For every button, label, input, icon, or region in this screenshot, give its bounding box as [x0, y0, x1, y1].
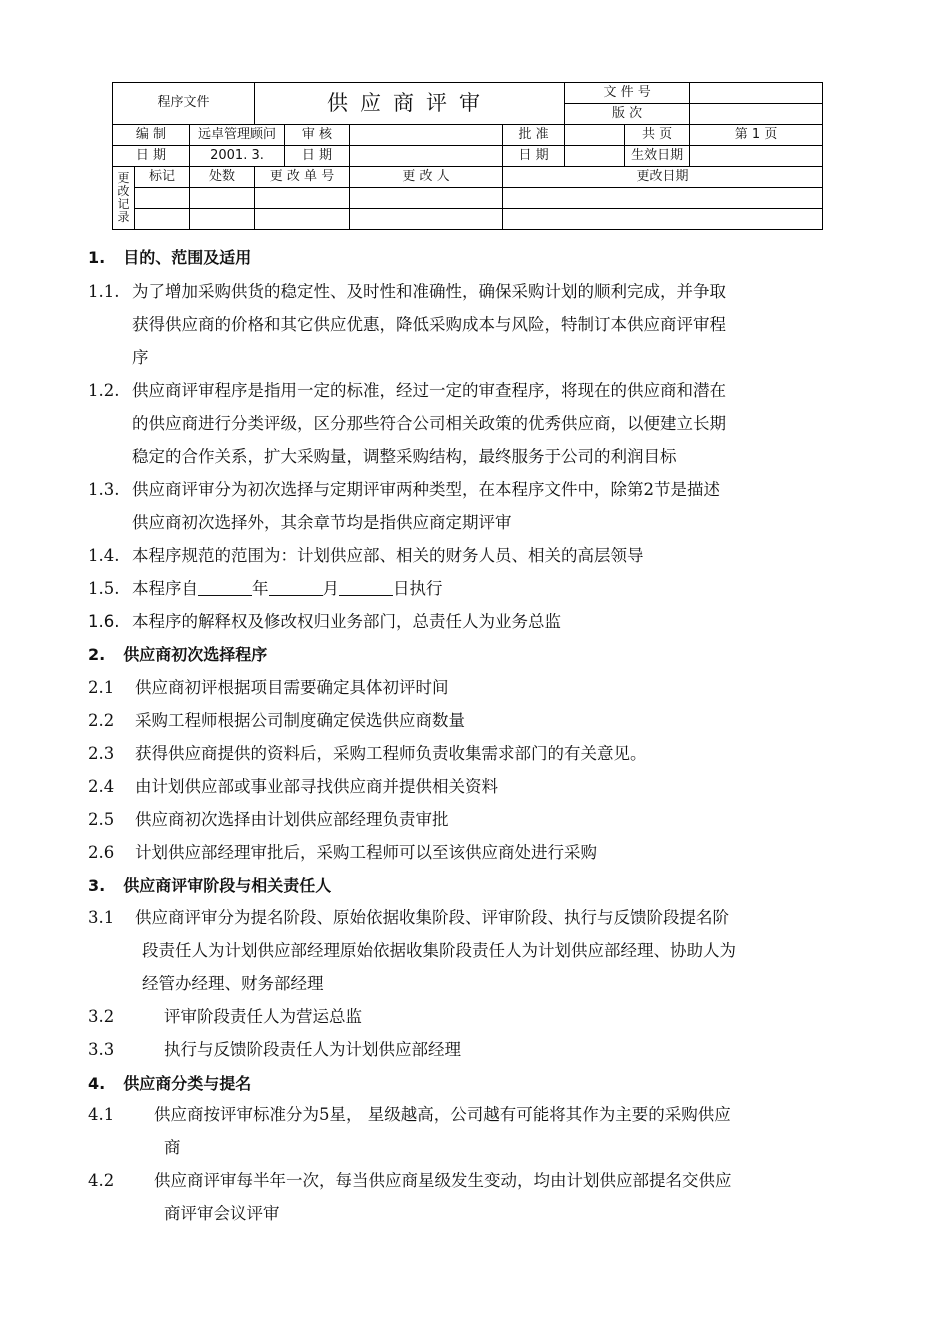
change-col-date: 更改日期	[503, 167, 823, 188]
para-3-1-line-3: 经管办经理、财务部经理	[142, 974, 324, 993]
version-value	[690, 104, 823, 125]
change-col-count: 处数	[190, 167, 255, 188]
change-col-person: 更 改 人	[350, 167, 503, 188]
para-1-2-line-2: 的供应商进行分类评级，区分那些符合公司相关政策的优秀供应商，以便建立长期	[132, 414, 726, 433]
item-2-2: 2.2 采购工程师根据公司制度确定侯选供应商数量	[88, 711, 465, 730]
para-4-1-line-2: 商	[164, 1138, 181, 1157]
change-cell	[135, 209, 190, 230]
date-label-3: 日 期	[503, 146, 565, 167]
month-blank	[269, 579, 323, 596]
change-cell	[255, 188, 350, 209]
para-1-3-line-1: 1.3. 供应商评审分为初次选择与定期评审两种类型，在本程序文件中，除第2节是描述	[88, 480, 720, 499]
compile-label: 编 制	[113, 125, 190, 146]
doc-type: 程序文件	[113, 83, 255, 125]
item-2-6: 2.6 计划供应部经理审批后，采购工程师可以至该供应商处进行采购	[88, 843, 597, 862]
effective-date-value	[690, 146, 823, 167]
section-2-heading: 2. 供应商初次选择程序	[88, 645, 268, 664]
change-cell	[503, 209, 823, 230]
date-value-2	[350, 146, 503, 167]
change-cell	[135, 188, 190, 209]
item-2-4: 2.4 由计划供应部或事业部寻找供应商并提供相关资料	[88, 777, 498, 796]
effective-date-label: 生效日期	[625, 146, 690, 167]
para-3-3: 3.3 执行与反馈阶段责任人为计划供应部经理	[88, 1040, 461, 1059]
review-label: 审 核	[285, 125, 350, 146]
section-1-heading: 1. 目的、范围及适用	[88, 248, 252, 267]
change-cell	[350, 188, 503, 209]
para-3-1-line-1: 3.1 供应商评审分为提名阶段、原始依据收集阶段、评审阶段、执行与反馈阶段提名阶	[88, 908, 729, 927]
approve-value	[565, 125, 625, 146]
para-1-4: 1.4. 本程序规范的范围为：计划供应部、相关的财务人员、相关的高层领导	[88, 546, 644, 565]
item-2-5: 2.5 供应商初次选择由计划供应部经理负责审批	[88, 810, 449, 829]
date-value-3	[565, 146, 625, 167]
change-record-label: 更 改 记 录	[113, 167, 135, 230]
para-1-1-line-3: 序	[132, 348, 149, 367]
change-col-mark: 标记	[135, 167, 190, 188]
item-2-1: 2.1 供应商初评根据项目需要确定具体初评时间	[88, 678, 449, 697]
change-col-order-no: 更 改 单 号	[255, 167, 350, 188]
para-3-2: 3.2 评审阶段责任人为营运总监	[88, 1007, 362, 1026]
para-1-1-line-2: 获得供应商的价格和其它供应优惠，降低采购成本与风险，特制订本供应商评审程	[132, 315, 726, 334]
file-no-label: 文 件 号	[565, 83, 690, 104]
para-1-2-line-3: 稳定的合作关系，扩大采购量，调整采购结构，最终服务于公司的利润目标	[132, 447, 677, 466]
para-1-5: 1.5. 本程序自 年 月 日执行	[88, 579, 443, 598]
total-pages-label: 共 页	[625, 125, 690, 146]
review-value	[350, 125, 503, 146]
day-blank	[339, 579, 393, 596]
para-4-2-line-1: 4.2 供应商评审每半年一次，每当供应商星级发生变动，均由计划供应部提名交供应	[88, 1171, 732, 1190]
section-4-heading: 4. 供应商分类与提名	[88, 1074, 252, 1093]
item-2-3: 2.3 获得供应商提供的资料后，采购工程师负责收集需求部门的有关意见。	[88, 744, 647, 763]
version-label: 版 次	[565, 104, 690, 125]
change-cell	[503, 188, 823, 209]
change-cell	[350, 209, 503, 230]
year-blank	[198, 579, 252, 596]
para-4-1-line-1: 4.1 供应商按评审标准分为5星， 星级越高，公司越有可能将其作为主要的采购供应	[88, 1105, 731, 1124]
doc-title: 供应商评审	[255, 83, 565, 125]
section-3-heading: 3. 供应商评审阶段与相关责任人	[88, 876, 332, 895]
change-cell	[255, 209, 350, 230]
document-header-table	[112, 82, 823, 230]
date-value: 2001. 3.	[190, 146, 285, 167]
para-1-2-line-1: 1.2. 供应商评审程序是指用一定的标准，经过一定的审查程序，将现在的供应商和潜在	[88, 381, 726, 400]
change-cell	[190, 209, 255, 230]
date-label-2: 日 期	[285, 146, 350, 167]
date-label: 日 期	[113, 146, 190, 167]
page-number: 第 1 页	[690, 125, 823, 146]
para-1-1-line-1: 1.1. 为了增加采购供货的稳定性、及时性和准确性，确保采购计划的顺利完成，并争取	[88, 282, 726, 301]
change-cell	[190, 188, 255, 209]
para-4-2-line-2: 商评审会议评审	[164, 1204, 280, 1223]
para-1-6: 1.6. 本程序的解释权及修改权归业务部门，总责任人为业务总监	[88, 612, 561, 631]
para-3-1-line-2: 段责任人为计划供应部经理原始依据收集阶段责任人为计划供应部经理、协助人为	[142, 941, 736, 960]
approve-label: 批 准	[503, 125, 565, 146]
compiler-value: 远卓管理顾问	[190, 125, 285, 146]
para-1-3-line-2: 供应商初次选择外，其余章节均是指供应商定期评审	[132, 513, 512, 532]
file-no-value	[690, 83, 823, 104]
